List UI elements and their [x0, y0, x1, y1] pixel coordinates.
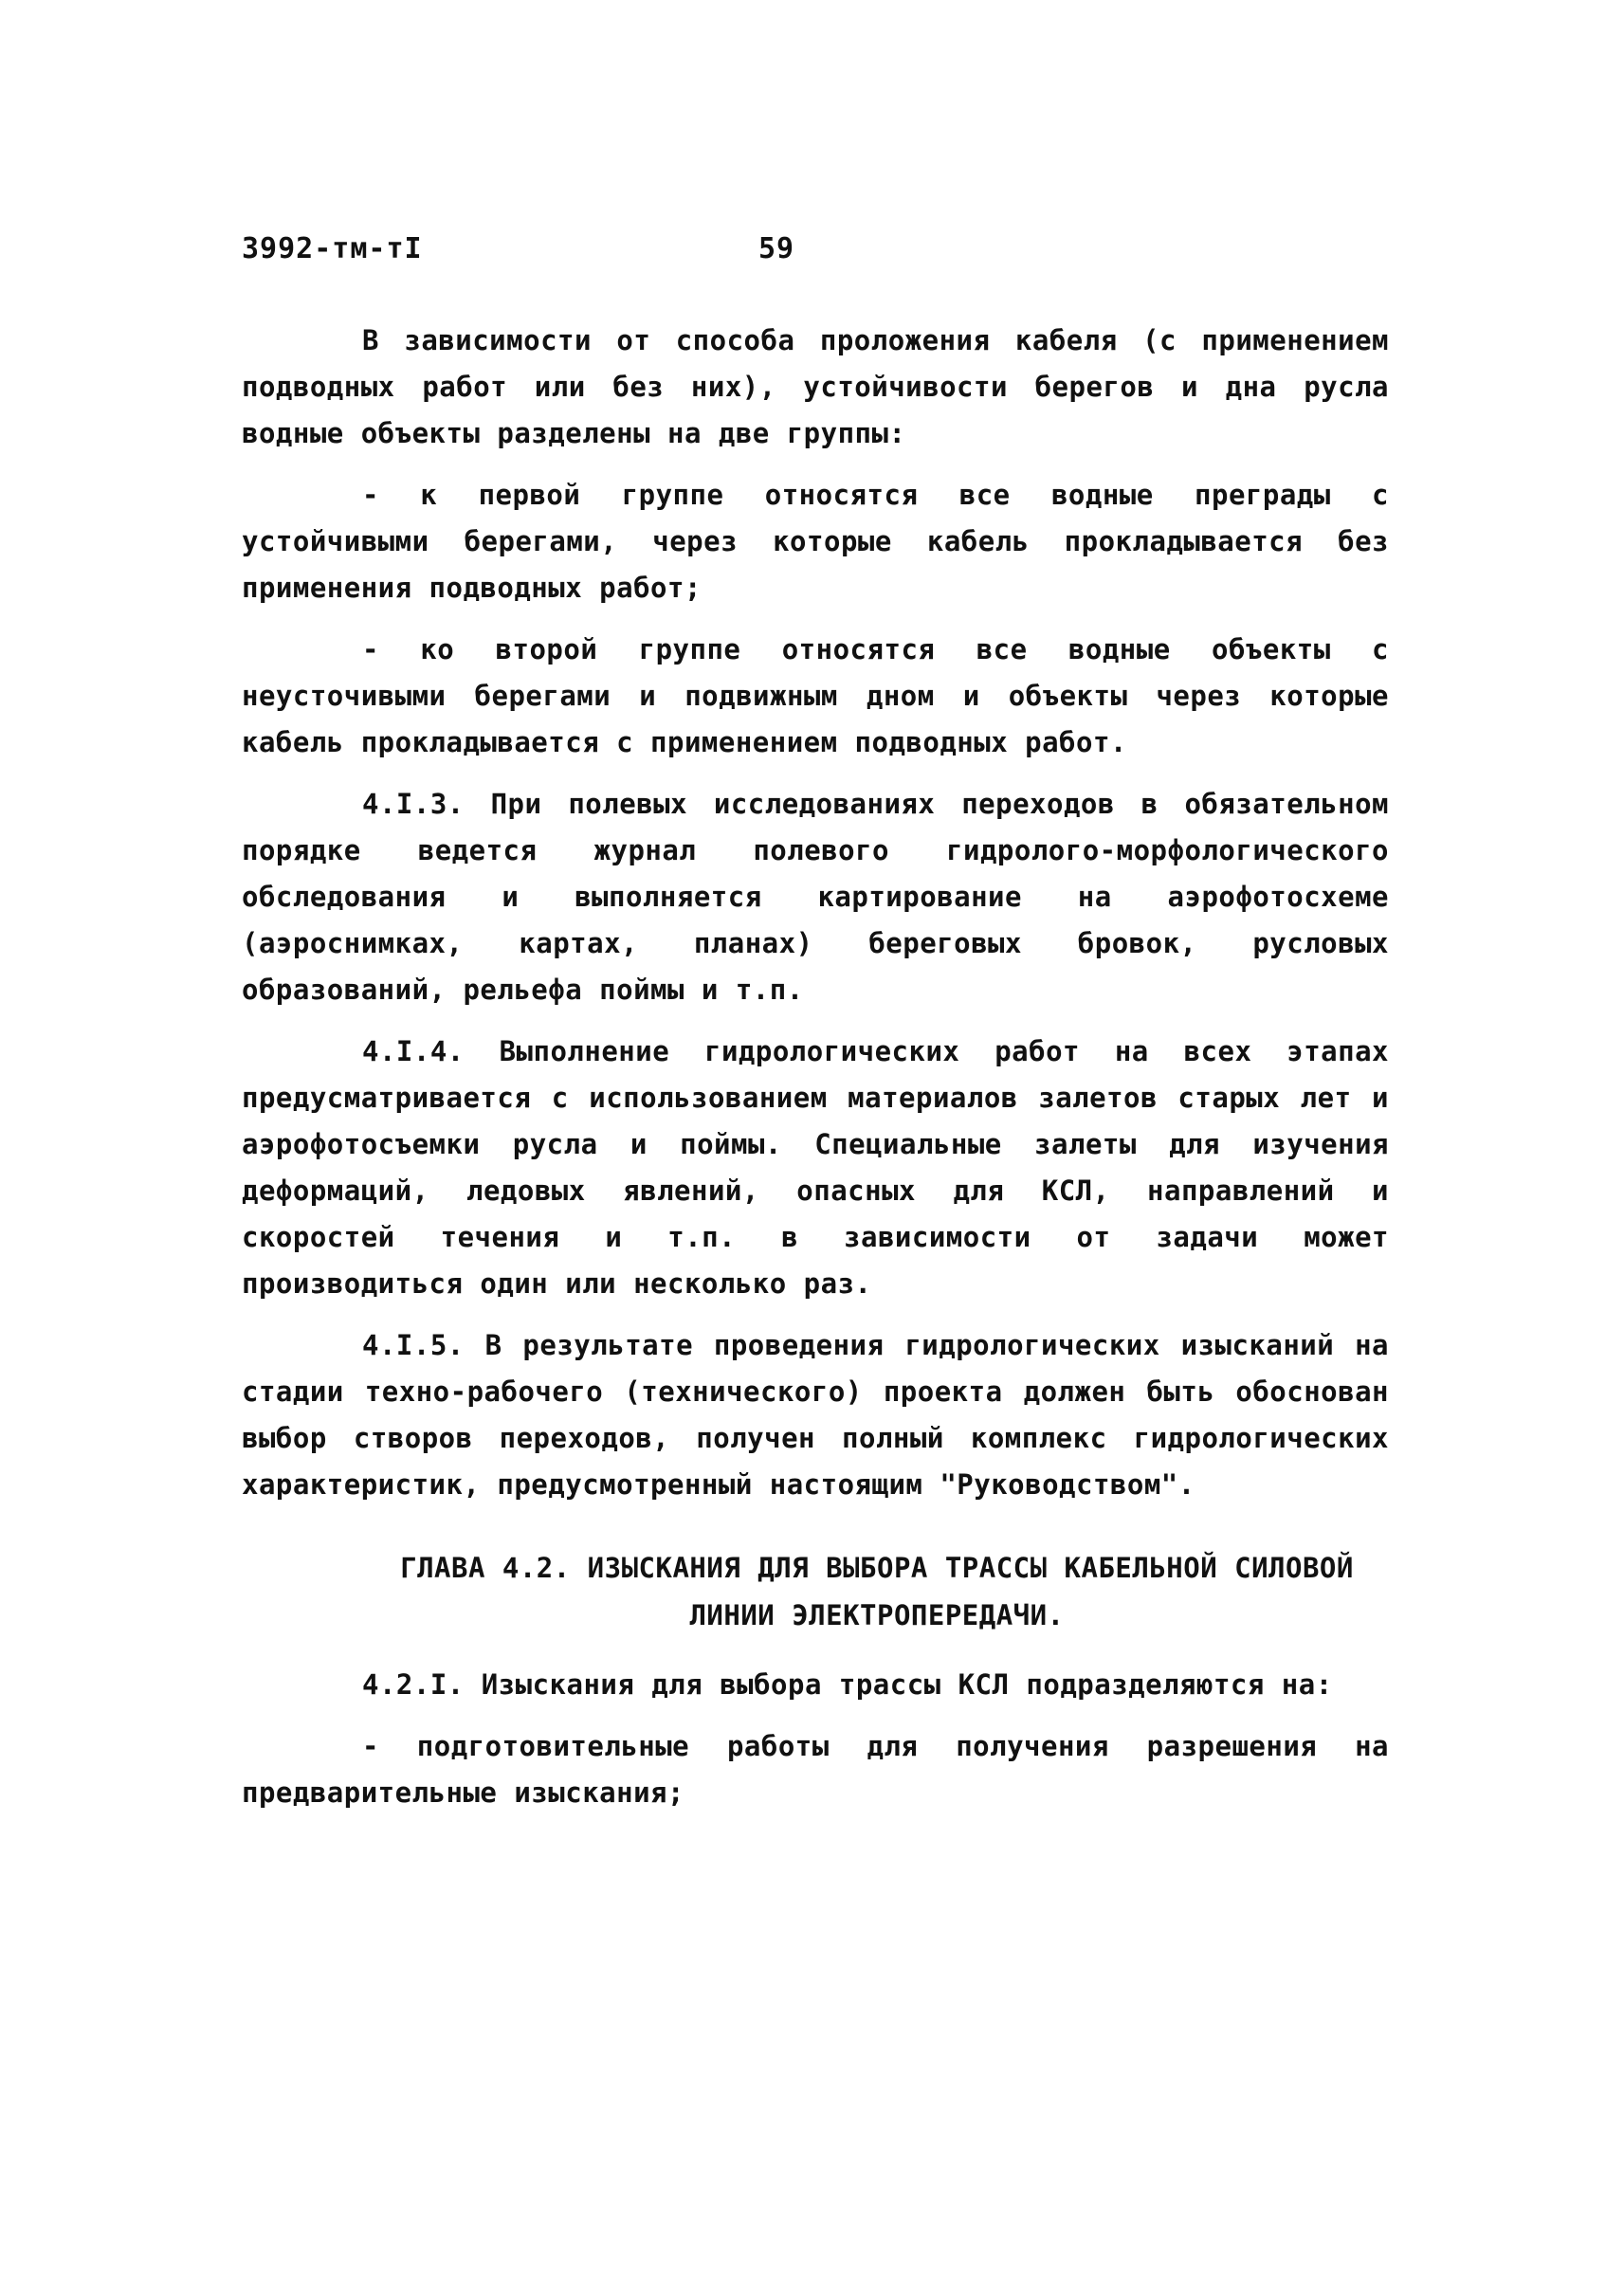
paragraph-4-1-4: 4.I.4. Выполнение гидрологических работ на всех этапах предусматривается с использованием материалов залетов старых лет и аэрофотосъемки русла и поймы. Специальные залеты для изучения деформаций, ледовых явлений, опасных для КСЛ, направлений и скоростей течения и т.п. в зависимости от задачи может производиться один или несколько раз.	[242, 1035, 1389, 1300]
chapter-heading	[242, 1544, 1389, 1639]
paragraph-group-two: - ко второй группе относятся все водные объекты с неусточивыми берегами и подвижным дном и объекты через которые кабель прокладывается с применением подводных работ.	[242, 633, 1389, 758]
page-header	[242, 232, 1379, 270]
paragraph-intro: В зависимости от способа проложения кабеля (с применением подводных работ или без них), устойчивости берегов и дна русла водные объекты разделены на две группы:	[242, 324, 1389, 449]
paragraph-4-1-3: 4.I.3. При полевых исследованиях переходов в обязательном порядке ведется журнал полевого гидролого-морфологического обследования и выполняется картирование на аэрофотосхеме (аэроснимках, картах, планах) береговых бровок, русловых образований, рельефа поймы и т.п.	[242, 788, 1389, 1006]
paragraph-group-one: - к первой группе относятся все водные преграды с устойчивыми берегами, через которые кабель прокладывается без применения подводных работ;	[242, 479, 1389, 604]
paragraph-4-2-1: 4.2.I. Изыскания для выбора трассы КСЛ подразделяются на:	[362, 1668, 1333, 1701]
page-number: 59	[758, 232, 795, 265]
chapter-heading-line-2: ЛИНИИ ЭЛЕКТРОПЕРЕДАЧИ.	[689, 1599, 1065, 1631]
paragraph-4-1-5: 4.I.5. В результате проведения гидрологических изысканий на стадии техно-рабочего (технического) проекта должен быть обоснован выбор створов переходов, получен полный комплекс гидрологических характеристик, предусмотренный настоящим "Руководством".	[242, 1329, 1389, 1501]
paragraph-preparatory-works: - подготовительные работы для получения разрешения на предварительные изыскания;	[242, 1730, 1389, 1809]
chapter-heading-line-1: ГЛАВА 4.2. ИЗЫСКАНИЯ ДЛЯ ВЫБОРА ТРАССЫ КАБЕЛЬНОЙ СИЛОВОЙ	[400, 1552, 1354, 1584]
document-code: 3992-тм-тI	[242, 232, 423, 265]
document-body	[242, 318, 1389, 1831]
